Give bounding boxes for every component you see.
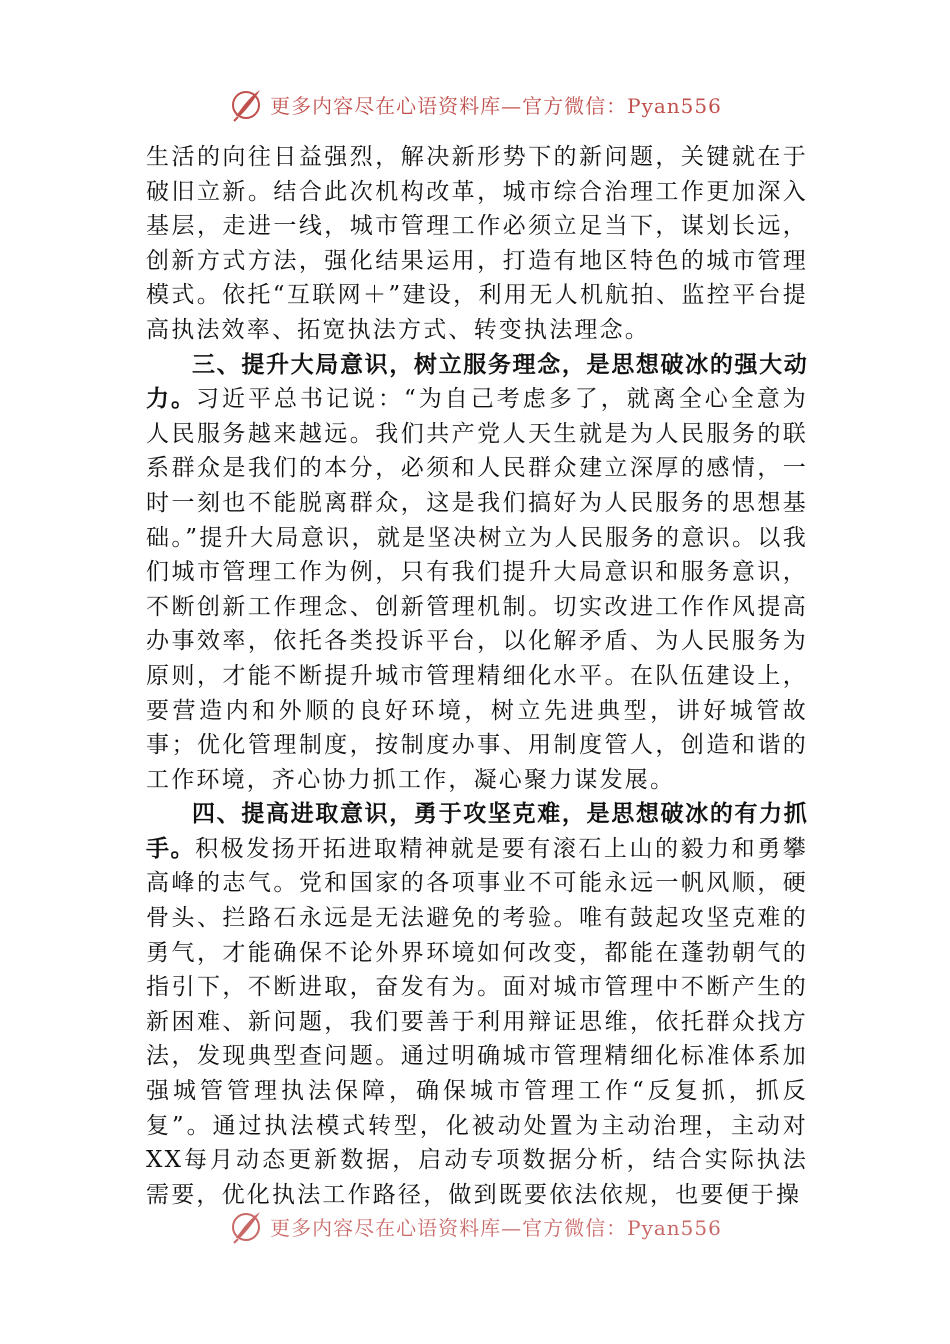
- watermark-text: 更多内容尽在心语资料库—官方微信：Pyan556: [270, 93, 722, 118]
- watermark-footer: [0, 1206, 950, 1246]
- watermark-header: [0, 84, 950, 124]
- section-heading: 四、提高进取意识，勇于攻坚克难，是思想破冰的有力抓手。: [146, 801, 808, 862]
- section-heading: 三、提升大局意识，树立服务理念，是思想破冰的强大动力。: [146, 351, 808, 413]
- paragraph-intro: [146, 140, 808, 348]
- document-body: [146, 140, 808, 1212]
- paragraph-text: 生活的向往日益强烈，解决新形势下的新问题，关键就在于破旧立新。结合此次机构改革，城市综合治理工作更加深入基层，走进一线，城市管理工作必须立足当下，谋划长远，创新方式方法，强化结果运用，打造有地区特色的城市管理模式。依托“互联网＋”建设，利用无人机航拍、监控平台提高执法效率、拓宽执法方式、转变执法理念。: [146, 144, 808, 343]
- quill-logo-icon: [228, 86, 264, 122]
- paragraph-section-three: [146, 348, 808, 798]
- watermark-text: 更多内容尽在心语资料库—官方微信：Pyan556: [270, 1215, 722, 1240]
- paragraph-text: 积极发扬开拓进取精神就是要有滚石上山的毅力和勇攀高峰的志气。党和国家的各项事业不可能永远一帆风顺，硬骨头、拦路石永远是无法避免的考验。唯有鼓起攻坚克难的勇气，才能确保不论外界环境如何改变，都能在蓬勃朝气的指引下，不断进取，奋发有为。面对城市管理中不断产生的新困难、新问题，我们要善于利用辩证思维，依托群众找方法，发现典型查问题。通过明确城市管理精细化标准体系加强城管管理执法保障，确保城市管理工作“反复抓，抓反复”。通过执法模式转型，化被动处置为主动治理，主动对XX每月动态更新数据，启动专项数据分析，结合实际执法需要，优化执法工作路径，做到既要依法依规，也要便于操: [146, 835, 808, 1208]
- paragraph-text: 习近平总书记说：“为自己考虑多了，就离全心全意为人民服务越来越远。我们共产党人天生就是为人民服务的联系群众是我们的本分，必须和人民群众建立深厚的感情，一时一刻也不能脱离群众，这是我们搞好为人民服务的思想基础。”提升大局意识，就是坚决树立为人民服务的意识。以我们城市管理工作为例，只有我们提升大局意识和服务意识，不断创新工作理念、创新管理机制。切实改进工作作风提高办事效率，依托各类投诉平台，以化解矛盾、为人民服务为原则，才能不断提升城市管理精细化水平。在队伍建设上，要营造内和外顺的良好环境，树立先进典型，讲好城管故事；优化管理制度，按制度办事、用制度管人，创造和谐的工作环境，齐心协力抓工作，凝心聚力谋发展。: [146, 386, 809, 793]
- quill-logo-icon: [228, 1208, 264, 1244]
- paragraph-section-four: [146, 797, 808, 1212]
